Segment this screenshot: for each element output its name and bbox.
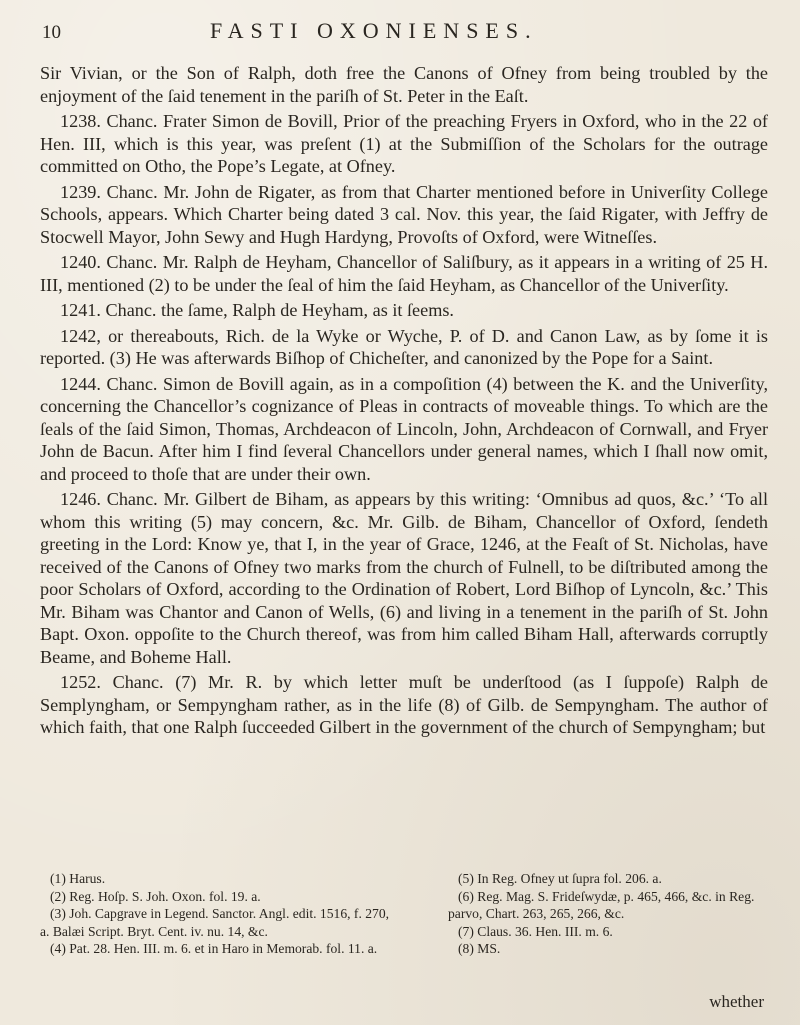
paragraph-1246: 1246. Chanc. Mr. Gilbert de Biham, as appears by this writing: ‘Omnibus ad quos, &c.’ ‘To all whom this writing (5) may concern, &c. Mr. Gilb. de Biham, Chancellor of Oxford, ſendeth greeting in the Lord: Know ye, that I, in the year of Grace, 1246, at the Feaſt of St. Nicholas, have received of the Canons of Ofney two marks from the church of Fulnell, to be diſtributed among the poor Scholars of Oxford, according to the Ordination of Robert, Lord Biſhop of Lyncoln, &c.’ This Mr. Biham was Chantor and Canon of Wells, (6) and living in a tenement in the pariſh of St. John Bapt. Oxon. oppoſite to the Church thereof, was from him called Biham Hall, afterwards corruptly Beame, and Boheme Hall. xyxy=(40,489,768,667)
footnotes-left-column xyxy=(40,870,395,958)
paragraph-1240: 1240. Chanc. Mr. Ralph de Heyham, Chancellor of Saliſbury, as it appears in a writing of 25 H. III, mentioned (2) to be under the ſeal of him the ſaid Heyham, as Chancellor of the Univerſity. xyxy=(40,252,768,295)
catchword: whether xyxy=(709,992,764,1011)
paragraph-1252: 1252. Chanc. (7) Mr. R. by which letter muſt be underſtood (as I ſuppoſe) Ralph de Semplyngham, or Sempyngham rather, as in the life (8) of Gilb. de Sempyngham. The author of which faith, that one Ralph ſucceeded Gilbert in the government of the church of Sempyngham; but xyxy=(40,672,768,737)
paragraph-1239: 1239. Chanc. Mr. John de Rigater, as from that Charter mentioned before in Univerſity College Schools, appears. Which Charter being dated 3 cal. Nov. this year, the ſaid Rigater, with Jeffry de Stocwell Mayor, John Sewy and Hugh Hardyng, Provoſts of Oxford, were Witneſſes. xyxy=(40,181,768,247)
paragraph-1242: 1242, or thereabouts, Rich. de la Wyke or Wyche, P. of D. and Canon Law, as by ſome it is reported. (3) He was afterwards Biſhop of Chicheſter, and canonized by the Pope for a Saint. xyxy=(40,325,768,368)
body-text xyxy=(40,62,768,742)
footnote-2: (2) Reg. Hoſp. S. Joh. Oxon. fol. 19. a. xyxy=(50,888,261,904)
footnotes-right-column xyxy=(448,870,768,958)
paragraph-1241: 1241. Chanc. the ſame, Ralph de Heyham, as it ſeems. xyxy=(60,300,454,320)
paragraph-1238: 1238. Chanc. Frater Simon de Bovill, Prior of the preaching Fryers in Oxford, who in the 22 of Hen. III, which is this year, was preſent (1) at the Submiſſion of the Scholars for the outrage committed on Otho, the Pope’s Legate, at Ofney. xyxy=(40,111,768,176)
running-head xyxy=(40,18,760,48)
paragraph-1244: 1244. Chanc. Simon de Bovill again, as in a compoſition (4) between the K. and the Univerſity, concerning the Chancellor’s cognizance of Pleas in contracts of moveable things. To which are the ſeals of the ſaid Simon, Thomas, Archdeacon of Lincoln, John, Archdeacon of Cornwall, and Fryer John de Bacun. After him I find ſeveral Chancellors under general names, which I ſhall now omit, and proceed to thoſe that are under their own. xyxy=(40,373,768,484)
footnote-4: (4) Pat. 28. Hen. III. m. 6. et in Haro in Memorab. fol. 11. a. xyxy=(50,941,378,956)
paragraph-sir-vivian: Sir Vivian, or the Son of Ralph, doth free the Canons of Ofney from being troubled by the enjoyment of the ſaid tenement in the pariſh of St. Peter in the Eaſt. xyxy=(40,63,768,106)
footnote-1: (1) Harus. xyxy=(50,871,106,886)
footnote-6: (6) Reg. Mag. S. Frideſwydæ, p. 465, 466, &c. in Reg. parvo, Chart. 263, 265, 266, &c. xyxy=(448,888,755,921)
footnote-7: (7) Claus. 36. Hen. III. m. 6. xyxy=(458,923,613,939)
footnote-8: (8) MS. xyxy=(458,941,501,956)
footnote-3: (3) Joh. Capgrave in Legend. Sanctor. Angl. edit. 1516, f. 270, a. Balæi Script. Bryt. Cent. iv. nu. 14, &c. xyxy=(40,906,390,939)
footnote-5: (5) In Reg. Ofney ut ſupra fol. 206. a. xyxy=(458,871,662,886)
page-number: 10 xyxy=(42,22,61,43)
header-title: FASTI OXONIENSES. xyxy=(210,18,538,43)
